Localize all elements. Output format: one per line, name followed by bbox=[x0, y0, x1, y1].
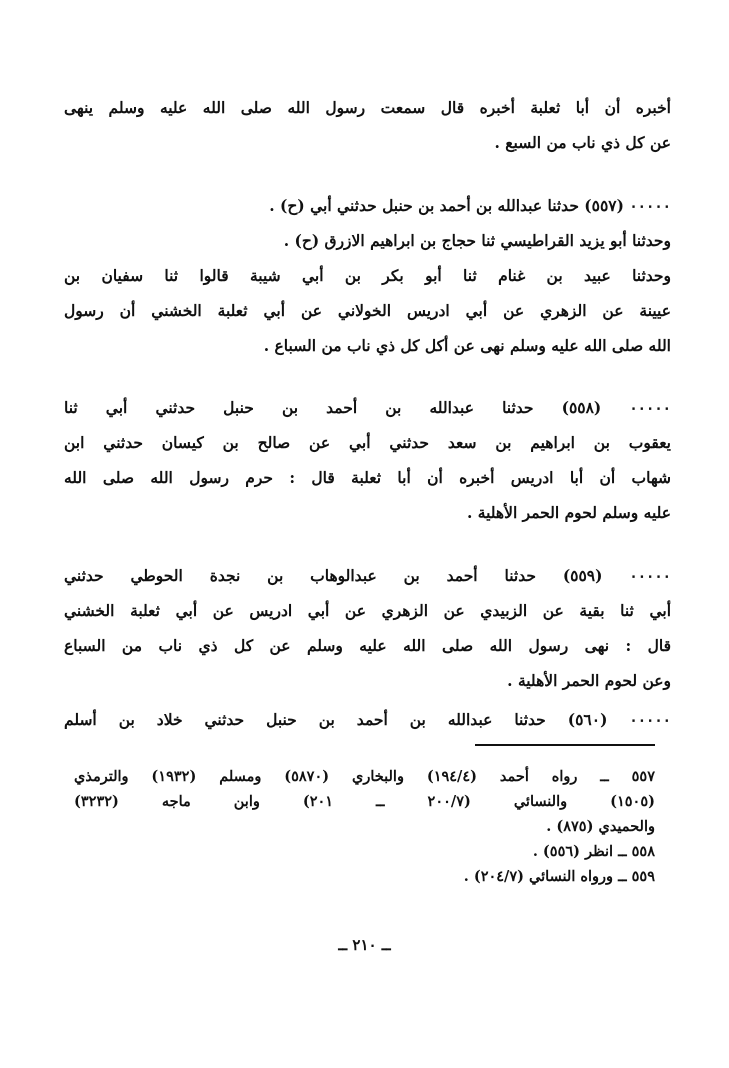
footnote-line: (١٥٠٥) والنسائي (٢٠٠/٧ ــ ٢٠١) وابن ماجه (٣٢٣٢) bbox=[74, 793, 655, 810]
text-line: أبي ثنا بقية عن الزبيدي عن الزهري عن أبي ادريس عن أبي ثعلبة الخشني bbox=[64, 601, 671, 620]
text-line: وحدثنا عبيد بن غنام ثنا أبو بكر بن أبي شيبة قالوا ثنا سفيان بن bbox=[64, 266, 671, 285]
text-line: يعقوب بن ابراهيم بن سعد حدثني أبي عن صالح بن كيسان حدثني ابن bbox=[64, 433, 671, 452]
footnote-line: ٥٥٨ ــ انظر (٥٥٦) . bbox=[532, 843, 655, 860]
hadith-560 bbox=[64, 702, 671, 737]
text-line: عليه وسلم لحوم الحمر الأهلية . bbox=[467, 503, 671, 522]
text-line: أخبره أن أبا ثعلبة أخبره قال سمعت رسول الله صلى الله عليه وسلم ينهى bbox=[64, 98, 671, 117]
text-line: ٠٠٠٠٠ (٥٦٠) حدثنا عبدالله بن أحمد بن حنبل حدثني خلاد بن أسلم bbox=[64, 710, 671, 729]
page-number: ــ ٢١٠ ــ bbox=[338, 936, 391, 954]
text-line: وعن لحوم الحمر الأهلية . bbox=[507, 671, 671, 690]
hadith-559 bbox=[64, 558, 671, 698]
text-line: وحدثنا أبو يزيد القراطيسي ثنا حجاج بن ابراهيم الازرق (ح) . bbox=[283, 231, 671, 250]
footnote-line: والحميدي (٨٧٥) . bbox=[546, 818, 655, 835]
text-block-continuation bbox=[64, 90, 671, 160]
text-line: ٠٠٠٠٠ (٥٥٨) حدثنا عبدالله بن أحمد بن حنبل حدثني أبي ثنا bbox=[64, 398, 671, 417]
footnote-line: ٥٥٩ ــ ورواه النسائي (٢٠٤/٧) . bbox=[463, 868, 655, 885]
text-line: شهاب أن أبا ادريس أخبره أن أبا ثعلبة قال : حرم رسول الله صلى الله bbox=[64, 468, 671, 487]
footnote-line: ٥٥٧ ــ رواه أحمد (١٩٤/٤) والبخاري (٥٨٧٠) ومسلم (١٩٣٢) والترمذي bbox=[74, 768, 655, 785]
footnotes bbox=[74, 764, 655, 889]
text-line: عيينة عن الزهري عن أبي ادريس الخولاني عن أبي ثعلبة الخشني أن رسول bbox=[64, 301, 671, 320]
hadith-557 bbox=[64, 188, 671, 363]
hadith-558 bbox=[64, 390, 671, 530]
text-line: ٠٠٠٠٠ (٥٥٩) حدثنا أحمد بن عبدالوهاب بن نجدة الحوطي حدثني bbox=[64, 566, 671, 585]
text-line: قال : نهى رسول الله صلى الله عليه وسلم عن كل ذي ناب من السباع bbox=[64, 636, 671, 655]
text-line: ٠٠٠٠٠ (٥٥٧) حدثنا عبدالله بن أحمد بن حنبل حدثني أبي (ح) . bbox=[269, 196, 671, 215]
text-line: عن كل ذي ناب من السبع . bbox=[494, 133, 671, 152]
footnote-divider bbox=[475, 744, 655, 746]
text-line: الله صلى الله عليه وسلم نهى عن أكل كل ذي ناب من السباع . bbox=[263, 336, 671, 355]
